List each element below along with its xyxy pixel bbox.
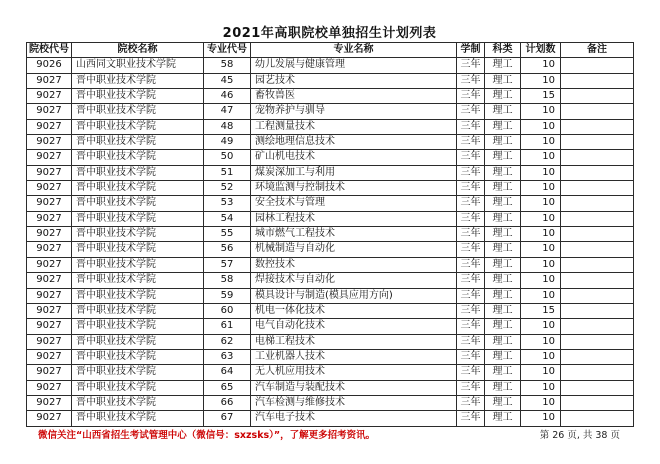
- cell-college-code: 9027: [27, 150, 72, 165]
- cell-college-code: 9027: [27, 395, 72, 410]
- cell-major-code: 63: [204, 349, 251, 364]
- table-row: [27, 257, 634, 272]
- cell-college-code: 9027: [27, 73, 72, 88]
- cell-college-name: 晋中职业技术学院: [72, 273, 204, 288]
- cell-category: 理工: [485, 349, 521, 364]
- cell-plan-count: 10: [521, 104, 561, 119]
- cell-college-code: 9027: [27, 257, 72, 272]
- cell-college-name: 晋中职业技术学院: [72, 135, 204, 150]
- cell-plan-count: 10: [521, 119, 561, 134]
- cell-college-name: 晋中职业技术学院: [72, 319, 204, 334]
- cell-major-name: 数控技术: [251, 257, 457, 272]
- cell-duration: 三年: [457, 380, 485, 395]
- cell-major-code: 52: [204, 181, 251, 196]
- cell-remark: [561, 242, 634, 257]
- cell-remark: [561, 395, 634, 410]
- cell-major-code: 53: [204, 196, 251, 211]
- header-major-code: 专业代号: [204, 43, 251, 58]
- cell-college-code: 9027: [27, 334, 72, 349]
- cell-category: 理工: [485, 242, 521, 257]
- cell-major-code: 62: [204, 334, 251, 349]
- cell-college-name: 晋中职业技术学院: [72, 119, 204, 134]
- cell-plan-count: 10: [521, 380, 561, 395]
- cell-duration: 三年: [457, 150, 485, 165]
- cell-remark: [561, 380, 634, 395]
- cell-category: 理工: [485, 89, 521, 104]
- table-row: [27, 150, 634, 165]
- cell-college-name: 晋中职业技术学院: [72, 196, 204, 211]
- cell-college-code: 9027: [27, 288, 72, 303]
- cell-major-name: 工业机器人技术: [251, 349, 457, 364]
- cell-plan-count: 10: [521, 288, 561, 303]
- cell-major-name: 宠物养护与驯导: [251, 104, 457, 119]
- cell-college-name: 晋中职业技术学院: [72, 349, 204, 364]
- cell-plan-count: 15: [521, 303, 561, 318]
- cell-college-code: 9027: [27, 349, 72, 364]
- cell-major-name: 煤炭深加工与利用: [251, 165, 457, 180]
- cell-college-code: 9027: [27, 273, 72, 288]
- header-remark: 备注: [561, 43, 634, 58]
- cell-category: 理工: [485, 135, 521, 150]
- cell-college-name: 晋中职业技术学院: [72, 303, 204, 318]
- cell-plan-count: 10: [521, 150, 561, 165]
- cell-college-code: 9027: [27, 242, 72, 257]
- cell-major-code: 48: [204, 119, 251, 134]
- cell-duration: 三年: [457, 73, 485, 88]
- cell-category: 理工: [485, 273, 521, 288]
- cell-remark: [561, 119, 634, 134]
- cell-college-name: 晋中职业技术学院: [72, 181, 204, 196]
- cell-major-name: 汽车制造与装配技术: [251, 380, 457, 395]
- cell-major-code: 58: [204, 58, 251, 73]
- cell-duration: 三年: [457, 365, 485, 380]
- cell-major-code: 61: [204, 319, 251, 334]
- cell-remark: [561, 288, 634, 303]
- cell-major-name: 安全技术与管理: [251, 196, 457, 211]
- cell-college-name: 晋中职业技术学院: [72, 365, 204, 380]
- cell-plan-count: 10: [521, 273, 561, 288]
- header-major-name: 专业名称: [251, 43, 457, 58]
- cell-plan-count: 10: [521, 257, 561, 272]
- header-category: 科类: [485, 43, 521, 58]
- cell-duration: 三年: [457, 135, 485, 150]
- cell-college-code: 9027: [27, 89, 72, 104]
- cell-major-name: 机电一体化技术: [251, 303, 457, 318]
- table-row: [27, 319, 634, 334]
- cell-remark: [561, 227, 634, 242]
- cell-major-name: 焊接技术与自动化: [251, 273, 457, 288]
- cell-major-code: 67: [204, 411, 251, 426]
- cell-category: 理工: [485, 150, 521, 165]
- cell-duration: 三年: [457, 303, 485, 318]
- page-footer: [26, 427, 633, 441]
- cell-plan-count: 10: [521, 165, 561, 180]
- cell-category: 理工: [485, 288, 521, 303]
- cell-college-code: 9027: [27, 119, 72, 134]
- cell-category: 理工: [485, 181, 521, 196]
- cell-remark: [561, 150, 634, 165]
- cell-plan-count: 10: [521, 365, 561, 380]
- cell-category: 理工: [485, 119, 521, 134]
- cell-major-name: 园艺技术: [251, 73, 457, 88]
- cell-remark: [561, 73, 634, 88]
- cell-major-name: 环境监测与控制技术: [251, 181, 457, 196]
- cell-remark: [561, 334, 634, 349]
- cell-major-name: 园林工程技术: [251, 211, 457, 226]
- table-row: [27, 334, 634, 349]
- cell-college-name: 晋中职业技术学院: [72, 89, 204, 104]
- enrollment-plan-table: [26, 42, 634, 427]
- cell-plan-count: 10: [521, 319, 561, 334]
- cell-plan-count: 10: [521, 334, 561, 349]
- cell-major-code: 46: [204, 89, 251, 104]
- cell-category: 理工: [485, 227, 521, 242]
- table-row: [27, 395, 634, 410]
- cell-category: 理工: [485, 334, 521, 349]
- table-row: [27, 411, 634, 426]
- wechat-notice: 微信关注“山西省招生考试管理中心（微信号：sxzsks）”，了解更多招考资讯。: [38, 430, 376, 441]
- cell-major-code: 57: [204, 257, 251, 272]
- cell-major-name: 城市燃气工程技术: [251, 227, 457, 242]
- cell-college-name: 晋中职业技术学院: [72, 257, 204, 272]
- cell-major-name: 工程测量技术: [251, 119, 457, 134]
- table-row: [27, 165, 634, 180]
- table-header-row: [27, 43, 634, 58]
- cell-duration: 三年: [457, 227, 485, 242]
- cell-remark: [561, 104, 634, 119]
- cell-duration: 三年: [457, 411, 485, 426]
- cell-category: 理工: [485, 319, 521, 334]
- cell-major-name: 测绘地理信息技术: [251, 135, 457, 150]
- table-row: [27, 196, 634, 211]
- cell-major-code: 55: [204, 227, 251, 242]
- table-row: [27, 135, 634, 150]
- table-row: [27, 58, 634, 73]
- cell-category: 理工: [485, 104, 521, 119]
- cell-remark: [561, 319, 634, 334]
- table-row: [27, 288, 634, 303]
- cell-major-code: 50: [204, 150, 251, 165]
- cell-duration: 三年: [457, 58, 485, 73]
- cell-college-code: 9027: [27, 104, 72, 119]
- cell-category: 理工: [485, 395, 521, 410]
- cell-plan-count: 15: [521, 89, 561, 104]
- table-row: [27, 349, 634, 364]
- header-plan-count: 计划数: [521, 43, 561, 58]
- table-row: [27, 104, 634, 119]
- cell-duration: 三年: [457, 319, 485, 334]
- cell-plan-count: 10: [521, 349, 561, 364]
- cell-duration: 三年: [457, 119, 485, 134]
- cell-college-code: 9027: [27, 380, 72, 395]
- cell-duration: 三年: [457, 196, 485, 211]
- cell-remark: [561, 257, 634, 272]
- cell-plan-count: 10: [521, 242, 561, 257]
- table-body: [27, 58, 634, 426]
- cell-major-name: 汽车电子技术: [251, 411, 457, 426]
- cell-duration: 三年: [457, 257, 485, 272]
- cell-plan-count: 10: [521, 411, 561, 426]
- cell-college-code: 9027: [27, 303, 72, 318]
- table-row: [27, 181, 634, 196]
- cell-duration: 三年: [457, 349, 485, 364]
- cell-college-name: 晋中职业技术学院: [72, 104, 204, 119]
- cell-category: 理工: [485, 196, 521, 211]
- cell-plan-count: 10: [521, 135, 561, 150]
- cell-college-name: 晋中职业技术学院: [72, 211, 204, 226]
- cell-major-name: 机械制造与自动化: [251, 242, 457, 257]
- cell-category: 理工: [485, 73, 521, 88]
- cell-major-code: 59: [204, 288, 251, 303]
- cell-plan-count: 10: [521, 73, 561, 88]
- cell-major-code: 54: [204, 211, 251, 226]
- cell-major-code: 49: [204, 135, 251, 150]
- cell-remark: [561, 165, 634, 180]
- cell-college-code: 9027: [27, 227, 72, 242]
- cell-remark: [561, 411, 634, 426]
- table-row: [27, 119, 634, 134]
- cell-remark: [561, 135, 634, 150]
- cell-college-name: 晋中职业技术学院: [72, 380, 204, 395]
- cell-college-code: 9027: [27, 365, 72, 380]
- cell-college-name: 晋中职业技术学院: [72, 334, 204, 349]
- cell-college-code: 9027: [27, 411, 72, 426]
- cell-duration: 三年: [457, 395, 485, 410]
- cell-duration: 三年: [457, 273, 485, 288]
- cell-remark: [561, 211, 634, 226]
- cell-major-code: 56: [204, 242, 251, 257]
- table-row: [27, 380, 634, 395]
- table-row: [27, 211, 634, 226]
- table-row: [27, 89, 634, 104]
- cell-college-name: 晋中职业技术学院: [72, 395, 204, 410]
- cell-college-name: 晋中职业技术学院: [72, 227, 204, 242]
- cell-major-name: 电气自动化技术: [251, 319, 457, 334]
- table-row: [27, 273, 634, 288]
- cell-major-name: 矿山机电技术: [251, 150, 457, 165]
- cell-duration: 三年: [457, 288, 485, 303]
- cell-college-code: 9027: [27, 196, 72, 211]
- cell-remark: [561, 273, 634, 288]
- cell-major-name: 无人机应用技术: [251, 365, 457, 380]
- cell-category: 理工: [485, 411, 521, 426]
- header-college-code: 院校代号: [27, 43, 72, 58]
- cell-major-code: 64: [204, 365, 251, 380]
- cell-major-code: 60: [204, 303, 251, 318]
- cell-duration: 三年: [457, 104, 485, 119]
- cell-major-code: 51: [204, 165, 251, 180]
- cell-category: 理工: [485, 303, 521, 318]
- cell-duration: 三年: [457, 211, 485, 226]
- cell-major-code: 47: [204, 104, 251, 119]
- cell-major-name: 电梯工程技术: [251, 334, 457, 349]
- cell-category: 理工: [485, 365, 521, 380]
- cell-duration: 三年: [457, 89, 485, 104]
- table-row: [27, 227, 634, 242]
- cell-major-code: 65: [204, 380, 251, 395]
- cell-plan-count: 10: [521, 196, 561, 211]
- cell-major-name: 幼儿发展与健康管理: [251, 58, 457, 73]
- cell-duration: 三年: [457, 181, 485, 196]
- cell-college-code: 9027: [27, 319, 72, 334]
- cell-duration: 三年: [457, 242, 485, 257]
- cell-college-code: 9026: [27, 58, 72, 73]
- cell-remark: [561, 349, 634, 364]
- cell-major-code: 58: [204, 273, 251, 288]
- cell-college-name: 晋中职业技术学院: [72, 165, 204, 180]
- table-row: [27, 242, 634, 257]
- cell-category: 理工: [485, 380, 521, 395]
- cell-duration: 三年: [457, 334, 485, 349]
- cell-remark: [561, 58, 634, 73]
- cell-duration: 三年: [457, 165, 485, 180]
- cell-major-name: 畜牧兽医: [251, 89, 457, 104]
- table-row: [27, 303, 634, 318]
- table-row: [27, 365, 634, 380]
- cell-plan-count: 10: [521, 211, 561, 226]
- cell-college-name: 晋中职业技术学院: [72, 411, 204, 426]
- cell-major-name: 汽车检测与维修技术: [251, 395, 457, 410]
- cell-plan-count: 10: [521, 181, 561, 196]
- cell-category: 理工: [485, 165, 521, 180]
- table-row: [27, 73, 634, 88]
- cell-college-code: 9027: [27, 135, 72, 150]
- cell-college-code: 9027: [27, 211, 72, 226]
- cell-remark: [561, 89, 634, 104]
- cell-college-name: 山西同文职业技术学院: [72, 58, 204, 73]
- cell-college-name: 晋中职业技术学院: [72, 73, 204, 88]
- cell-remark: [561, 365, 634, 380]
- cell-category: 理工: [485, 211, 521, 226]
- cell-plan-count: 10: [521, 395, 561, 410]
- page-number: 第 26 页, 共 38 页: [539, 430, 620, 441]
- cell-plan-count: 10: [521, 58, 561, 73]
- cell-college-code: 9027: [27, 181, 72, 196]
- cell-remark: [561, 196, 634, 211]
- cell-college-code: 9027: [27, 165, 72, 180]
- cell-college-name: 晋中职业技术学院: [72, 150, 204, 165]
- cell-major-code: 66: [204, 395, 251, 410]
- page-title: 2021年高职院校单独招生计划列表: [222, 26, 437, 41]
- cell-college-name: 晋中职业技术学院: [72, 288, 204, 303]
- cell-major-name: 模具设计与制造(模具应用方向): [251, 288, 457, 303]
- cell-major-code: 45: [204, 73, 251, 88]
- cell-remark: [561, 181, 634, 196]
- header-duration: 学制: [457, 43, 485, 58]
- cell-remark: [561, 303, 634, 318]
- cell-category: 理工: [485, 257, 521, 272]
- header-college-name: 院校名称: [72, 43, 204, 58]
- cell-category: 理工: [485, 58, 521, 73]
- cell-plan-count: 10: [521, 227, 561, 242]
- cell-college-name: 晋中职业技术学院: [72, 242, 204, 257]
